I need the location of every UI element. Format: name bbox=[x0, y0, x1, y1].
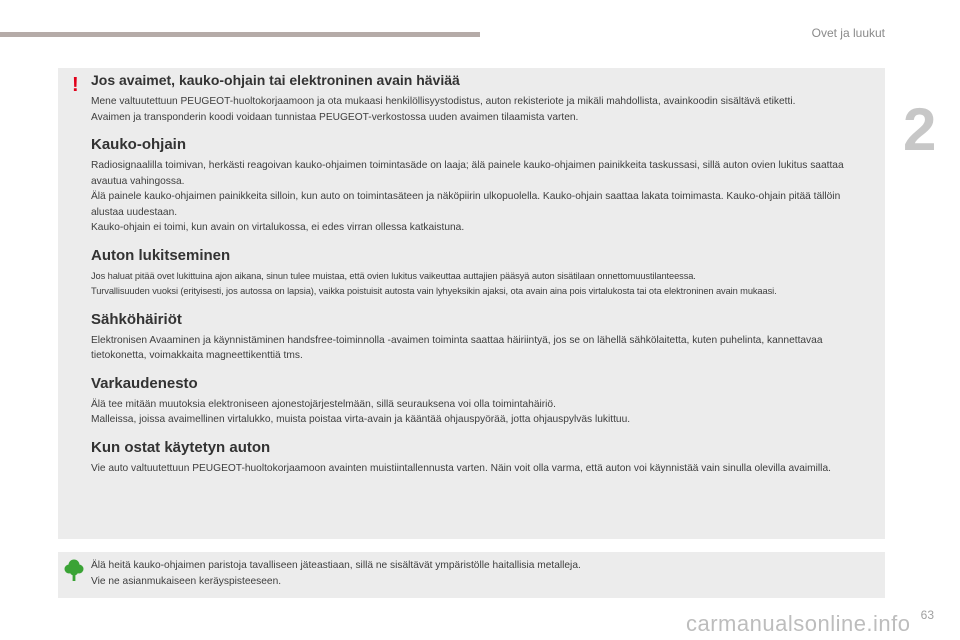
section-heading: Kun ostat käytetyn auton bbox=[91, 438, 271, 456]
section-heading: Varkaudenesto bbox=[91, 374, 198, 392]
warning-section bbox=[91, 72, 865, 125]
warning-line: Mene valtuutettuun PEUGEOT-huoltokorjaamoon ja ota mukaasi henkilöllisyystodistus, auton rekisteriote ja mikäli mahdollista, avainkoodin sisältävä etiketti. bbox=[91, 96, 796, 107]
section-remote bbox=[91, 136, 865, 236]
tree-icon bbox=[64, 558, 84, 582]
section-line: Älä painele kauko-ohjaimen painikkeita silloin, kun auto on toimintasäteen ja näköpiirin ulkopuolella. Kauko-ohjain saattaa lakata toimimasta. Kauko-ohjain pitää tällöin alustaa uudestaan. bbox=[91, 191, 841, 218]
section-line: Vie auto valtuutettuun PEUGEOT-huoltokorjaamoon avainten muistiintallennusta varten. Näin voit olla varma, että auton voi käynnistää vain sinulla olevilla avaimilla. bbox=[91, 462, 831, 474]
section-title: Ovet ja luukut bbox=[811, 26, 885, 40]
warning-title: Jos avaimet, kauko-ohjain tai elektroninen avain häviää bbox=[91, 72, 460, 88]
eco-line: Älä heitä kauko-ohjaimen paristoja tavalliseen jäteastiaan, sillä ne sisältävät ympäristölle haitallisia metalleja. bbox=[91, 560, 581, 571]
section-heading: Kauko-ohjain bbox=[91, 136, 187, 153]
warning-box bbox=[58, 68, 885, 539]
watermark: carmanualsonline.info bbox=[686, 611, 911, 636]
section-heading: Auton lukitseminen bbox=[91, 246, 231, 264]
section-line: Turvallisuuden vuoksi (erityisesti, jos autossa on lapsia), vaikka poistuisit autosta vain lyhyeksikin ajaksi, ota avain aina pois virtalukosta tai ota elektroninen avain mukaasi. bbox=[91, 286, 777, 296]
section-locking bbox=[91, 247, 865, 300]
section-line: Malleissa, joissa avaimellinen virtalukko, muista poistaa virta-avain ja kääntää ohjauspyörää, jotta ohjauspylväs lukittuu. bbox=[91, 414, 631, 425]
section-line: Älä tee mitään muutoksia elektroniseen ajonestojärjestelmään, sillä seurauksena voi olla toimintahäiriö. bbox=[91, 398, 556, 410]
section-immobiliser bbox=[91, 375, 865, 428]
section-line: Jos haluat pitää ovet lukittuina ajon aikana, sinun tulee muistaa, että ovien lukitus vaikeuttaa auttajien pääsyä auton sisätilaan onnettomuustilanteessa. bbox=[91, 270, 696, 281]
section-line: Elektronisen Avaaminen ja käynnistäminen handsfree-toiminnolla -avaimen toiminta saattaa häiriintyä, jos se on lähellä sähkölaitetta, kuten puhelinta, kannettavaa tietokonetta, voimakkaita magneettikenttiä tms. bbox=[91, 334, 823, 361]
header-bar bbox=[0, 32, 480, 37]
page-number: 63 bbox=[920, 608, 934, 622]
warning-line: Avaimen ja transponderin koodi voidaan tunnistaa PEUGEOT-verkostossa uuden avaimen tilaamista varten. bbox=[91, 111, 579, 123]
eco-note-text bbox=[91, 558, 865, 589]
section-line: Radiosignaalilla toimivan, herkästi reagoivan kauko-ohjaimen toimintasäde on laaja; älä painele kauko-ohjaimen painikkeita taskussasi, sillä auton ovien lukitus saattaa avautua vahingossa. bbox=[91, 160, 844, 187]
section-line: Kauko-ohjain ei toimi, kun avain on virtalukossa, ei edes virran ollessa katkaistuna. bbox=[91, 222, 465, 233]
chapter-number: 2 bbox=[903, 96, 937, 163]
warning-content bbox=[91, 72, 865, 487]
section-used-car bbox=[91, 439, 865, 477]
eco-note-box bbox=[58, 552, 885, 598]
exclamation-icon: ! bbox=[72, 74, 79, 96]
section-interference bbox=[91, 311, 865, 364]
eco-line: Vie ne asianmukaiseen keräyspisteeseen. bbox=[91, 575, 282, 587]
section-heading: Sähköhäiriöt bbox=[91, 310, 182, 328]
